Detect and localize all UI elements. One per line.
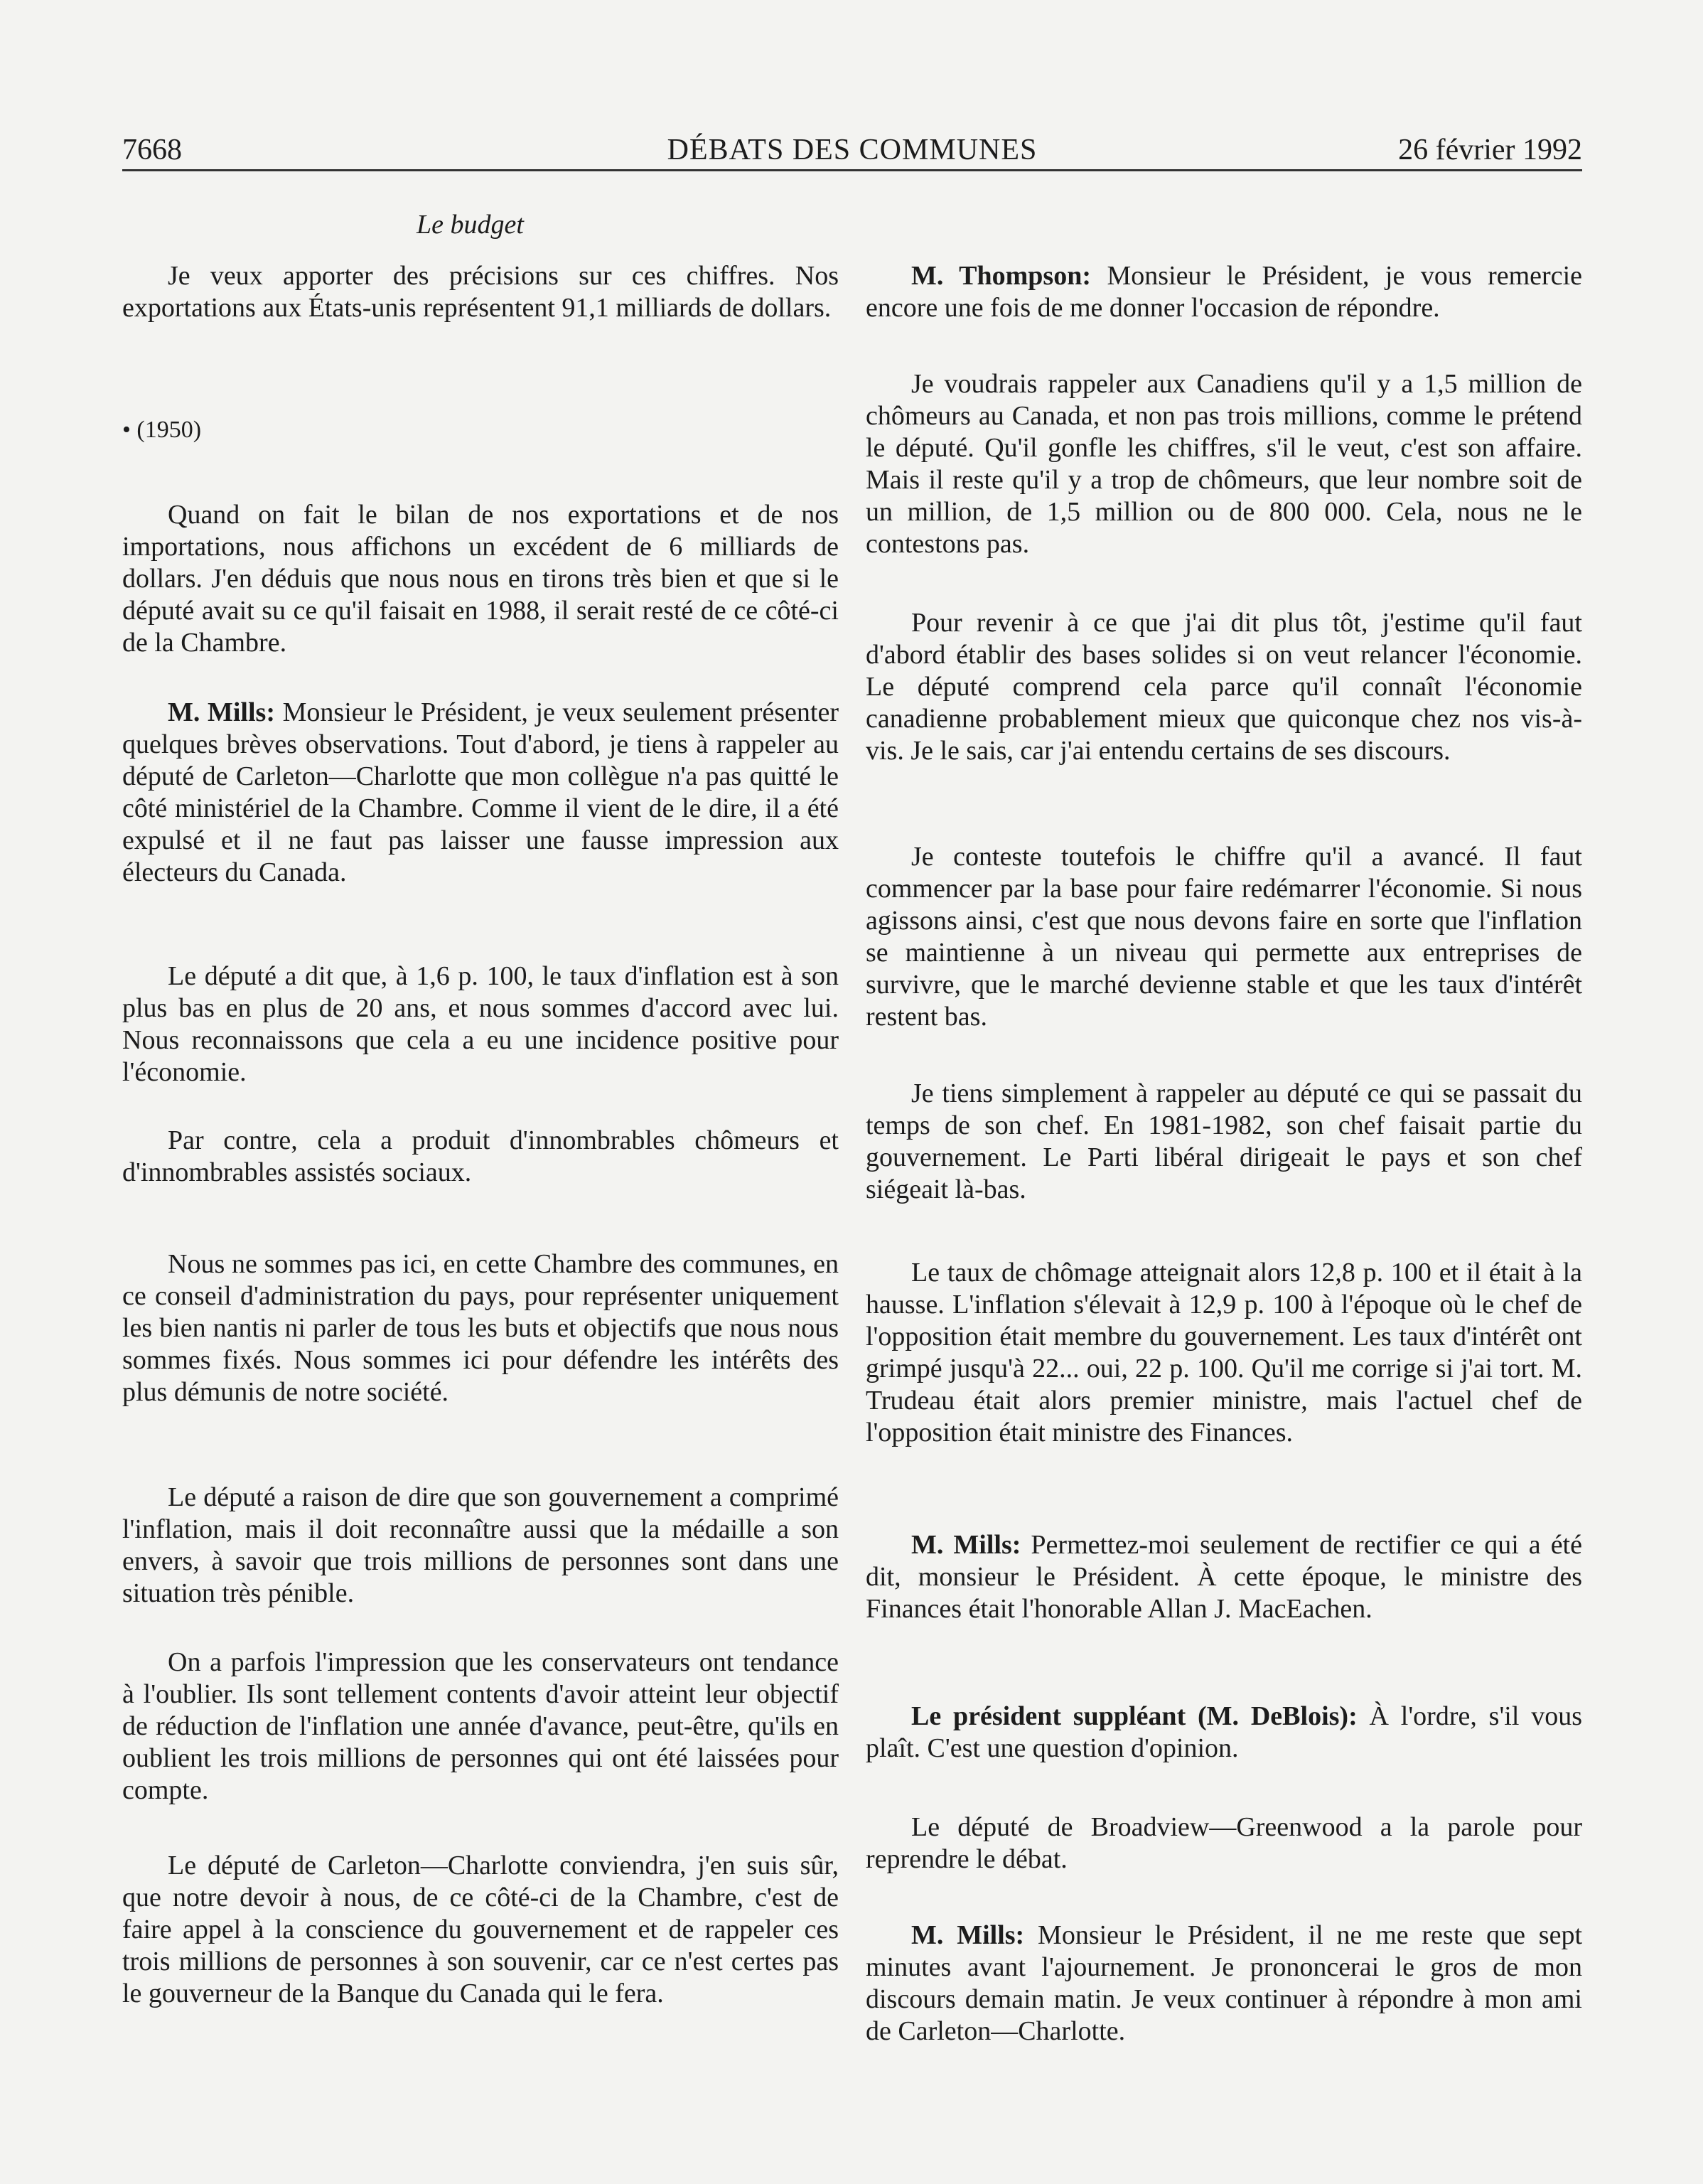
publication-title: DÉBATS DES COMMUNES (667, 134, 1038, 166)
paragraph: On a parfois l'impression que les conservateurs ont tendance à l'oublier. Ils sont tellement contents d'avoir atteint leur objectif de réduction de l'inflation une année d'avance, peut-être, qu'ils en oublient les trois millions de personnes qui ont été laissées pour compte. (122, 1647, 839, 1805)
speaker-name: M. Mills: (911, 1530, 1021, 1560)
publication-date: 26 février 1992 (1398, 134, 1582, 166)
paragraph: Pour revenir à ce que j'ai dit plus tôt, j'estime qu'il faut d'abord établir des bases solides si on veut relancer l'économie. Le député comprend cela parce qu'il connaît l'économie canadienne probablement mieux que quiconque chez nos vis-à-vis. Je le sais, car j'ai entendu certains de ses discours. (866, 608, 1582, 766)
paragraph: Le député a raison de dire que son gouvernement a comprimé l'inflation, mais il doit reconnaître aussi que la médaille a son envers, à savoir que trois millions de personnes sont dans une situation très pénible. (122, 1482, 839, 1608)
speaker-name: M. Mills: (911, 1920, 1025, 1950)
paragraph: Nous ne sommes pas ici, en cette Chambre des communes, en ce conseil d'administration du pays, pour représenter uniquement les bien nantis ni parler de tous les buts et objectifs que nous nous sommes fixés. Nous sommes ici pour défendre les intérêts des plus démunis de notre société. (122, 1249, 839, 1407)
paragraph: Je voudrais rappeler aux Canadiens qu'il y a 1,5 million de chômeurs au Canada, et non pas trois millions, comme le prétend le député. Qu'il gonfle les chiffres, s'il le veut, c'est son affaire. Mais il reste qu'il y a trop de chômeurs, que leur nombre soit de un million, de 1,5 million ou de 800 000. Cela, nous ne le contestons pas. (866, 369, 1582, 559)
header-rule (122, 169, 1582, 171)
paragraph: Je veux apporter des précisions sur ces chiffres. Nos exportations aux États-unis représentent 91,1 milliards de dollars. (122, 261, 839, 323)
paragraph (122, 697, 839, 889)
paragraph: Par contre, cela a produit d'innombrables chômeurs et d'innombrables assistés sociaux. (122, 1125, 839, 1187)
speaker-name: M. Thompson: (911, 261, 1092, 291)
speech-text: Monsieur le Président, je vous remercie encore une fois de me donner l'occasion de répondre. (866, 261, 1582, 323)
time-marker: • (1950) (122, 417, 202, 443)
paragraph (866, 1529, 1582, 1625)
paragraph: Quand on fait le bilan de nos exportations et de nos importations, nous affichons un excédent de 6 milliards de dollars. J'en déduis que nous nous en tirons très bien et que si le député avait su ce qu'il faisait en 1988, il serait resté de ce côté-ci de la Chambre. (122, 500, 839, 658)
paragraph (866, 1701, 1582, 1765)
speech-text: Monsieur le Président, je veux seulement présenter quelques brèves observations. Tout d'abord, je tiens à rappeler au député de Carleton—Charlotte que mon collègue n'a pas quitté le côté ministériel de la Chambre. Comme il vient de le dire, il a été expulsé et il ne faut pas laisser une fausse impression aux électeurs du Canada. (122, 697, 839, 887)
section-title: Le budget (417, 210, 524, 240)
speech-text: Permettez-moi seulement de rectifier ce qui a été dit, monsieur le Président. À cette époque, le ministre des Finances était l'honorable Allan J. MacEachen. (866, 1530, 1582, 1624)
paragraph: Je conteste toutefois le chiffre qu'il a avancé. Il faut commencer par la base pour faire redémarrer l'économie. Si nous agissons ainsi, c'est que nous devons faire en sorte que l'inflation se maintienne à un niveau qui permette aux entreprises de survivre, que le marché devienne stable et que les taux d'intérêt restent bas. (866, 842, 1582, 1032)
paragraph: Je tiens simplement à rappeler au député ce qui se passait du temps de son chef. En 1981-1982, son chef faisait partie du gouvernement. Le Parti libéral dirigeait le pays et son chef siégeait là-bas. (866, 1078, 1582, 1204)
speaker-name: Le président suppléant (M. DeBlois): (911, 1701, 1358, 1731)
paragraph: Le député de Carleton—Charlotte conviendra, j'en suis sûr, que notre devoir à nous, de ce côté-ci de la Chambre, c'est de faire appel à la conscience du gouvernement et de rappeler ces trois millions de personnes à son souvenir, car ce n'est certes pas le gouverneur de la Banque du Canada qui le fera. (122, 1851, 839, 2008)
page-number: 7668 (122, 134, 182, 166)
paragraph (866, 1920, 1582, 2048)
speech-text: À l'ordre, s'il vous plaît. C'est une question d'opinion. (866, 1701, 1582, 1763)
page-header (122, 128, 1582, 172)
paragraph: Le député a dit que, à 1,6 p. 100, le taux d'inflation est à son plus bas en plus de 20 ans, et nous sommes d'accord avec lui. Nous reconnaissons que cela a eu une incidence positive pour l'économie. (122, 961, 839, 1087)
speech-text: Monsieur le Président, il ne me reste que sept minutes avant l'ajournement. Je prononcerai le gros de mon discours demain matin. Je veux continuer à répondre à mon ami de Carleton—Charlotte. (866, 1920, 1583, 2046)
speaker-name: M. Mills: (168, 697, 275, 727)
paragraph: Le taux de chômage atteignait alors 12,8 p. 100 et il était à la hausse. L'inflation s'élevait à 12,9 p. 100 à l'époque où le chef de l'opposition était membre du gouvernement. Les taux d'intérêt ont grimpé jusqu'à 22... oui, 22 p. 100. Qu'il me corrige si j'ai tort. M. Trudeau était alors premier ministre, mais l'actuel chef de l'opposition était ministre des Finances. (866, 1258, 1582, 1447)
paragraph: Le député de Broadview—Greenwood a la parole pour reprendre le débat. (866, 1812, 1582, 1874)
paragraph (866, 260, 1582, 324)
